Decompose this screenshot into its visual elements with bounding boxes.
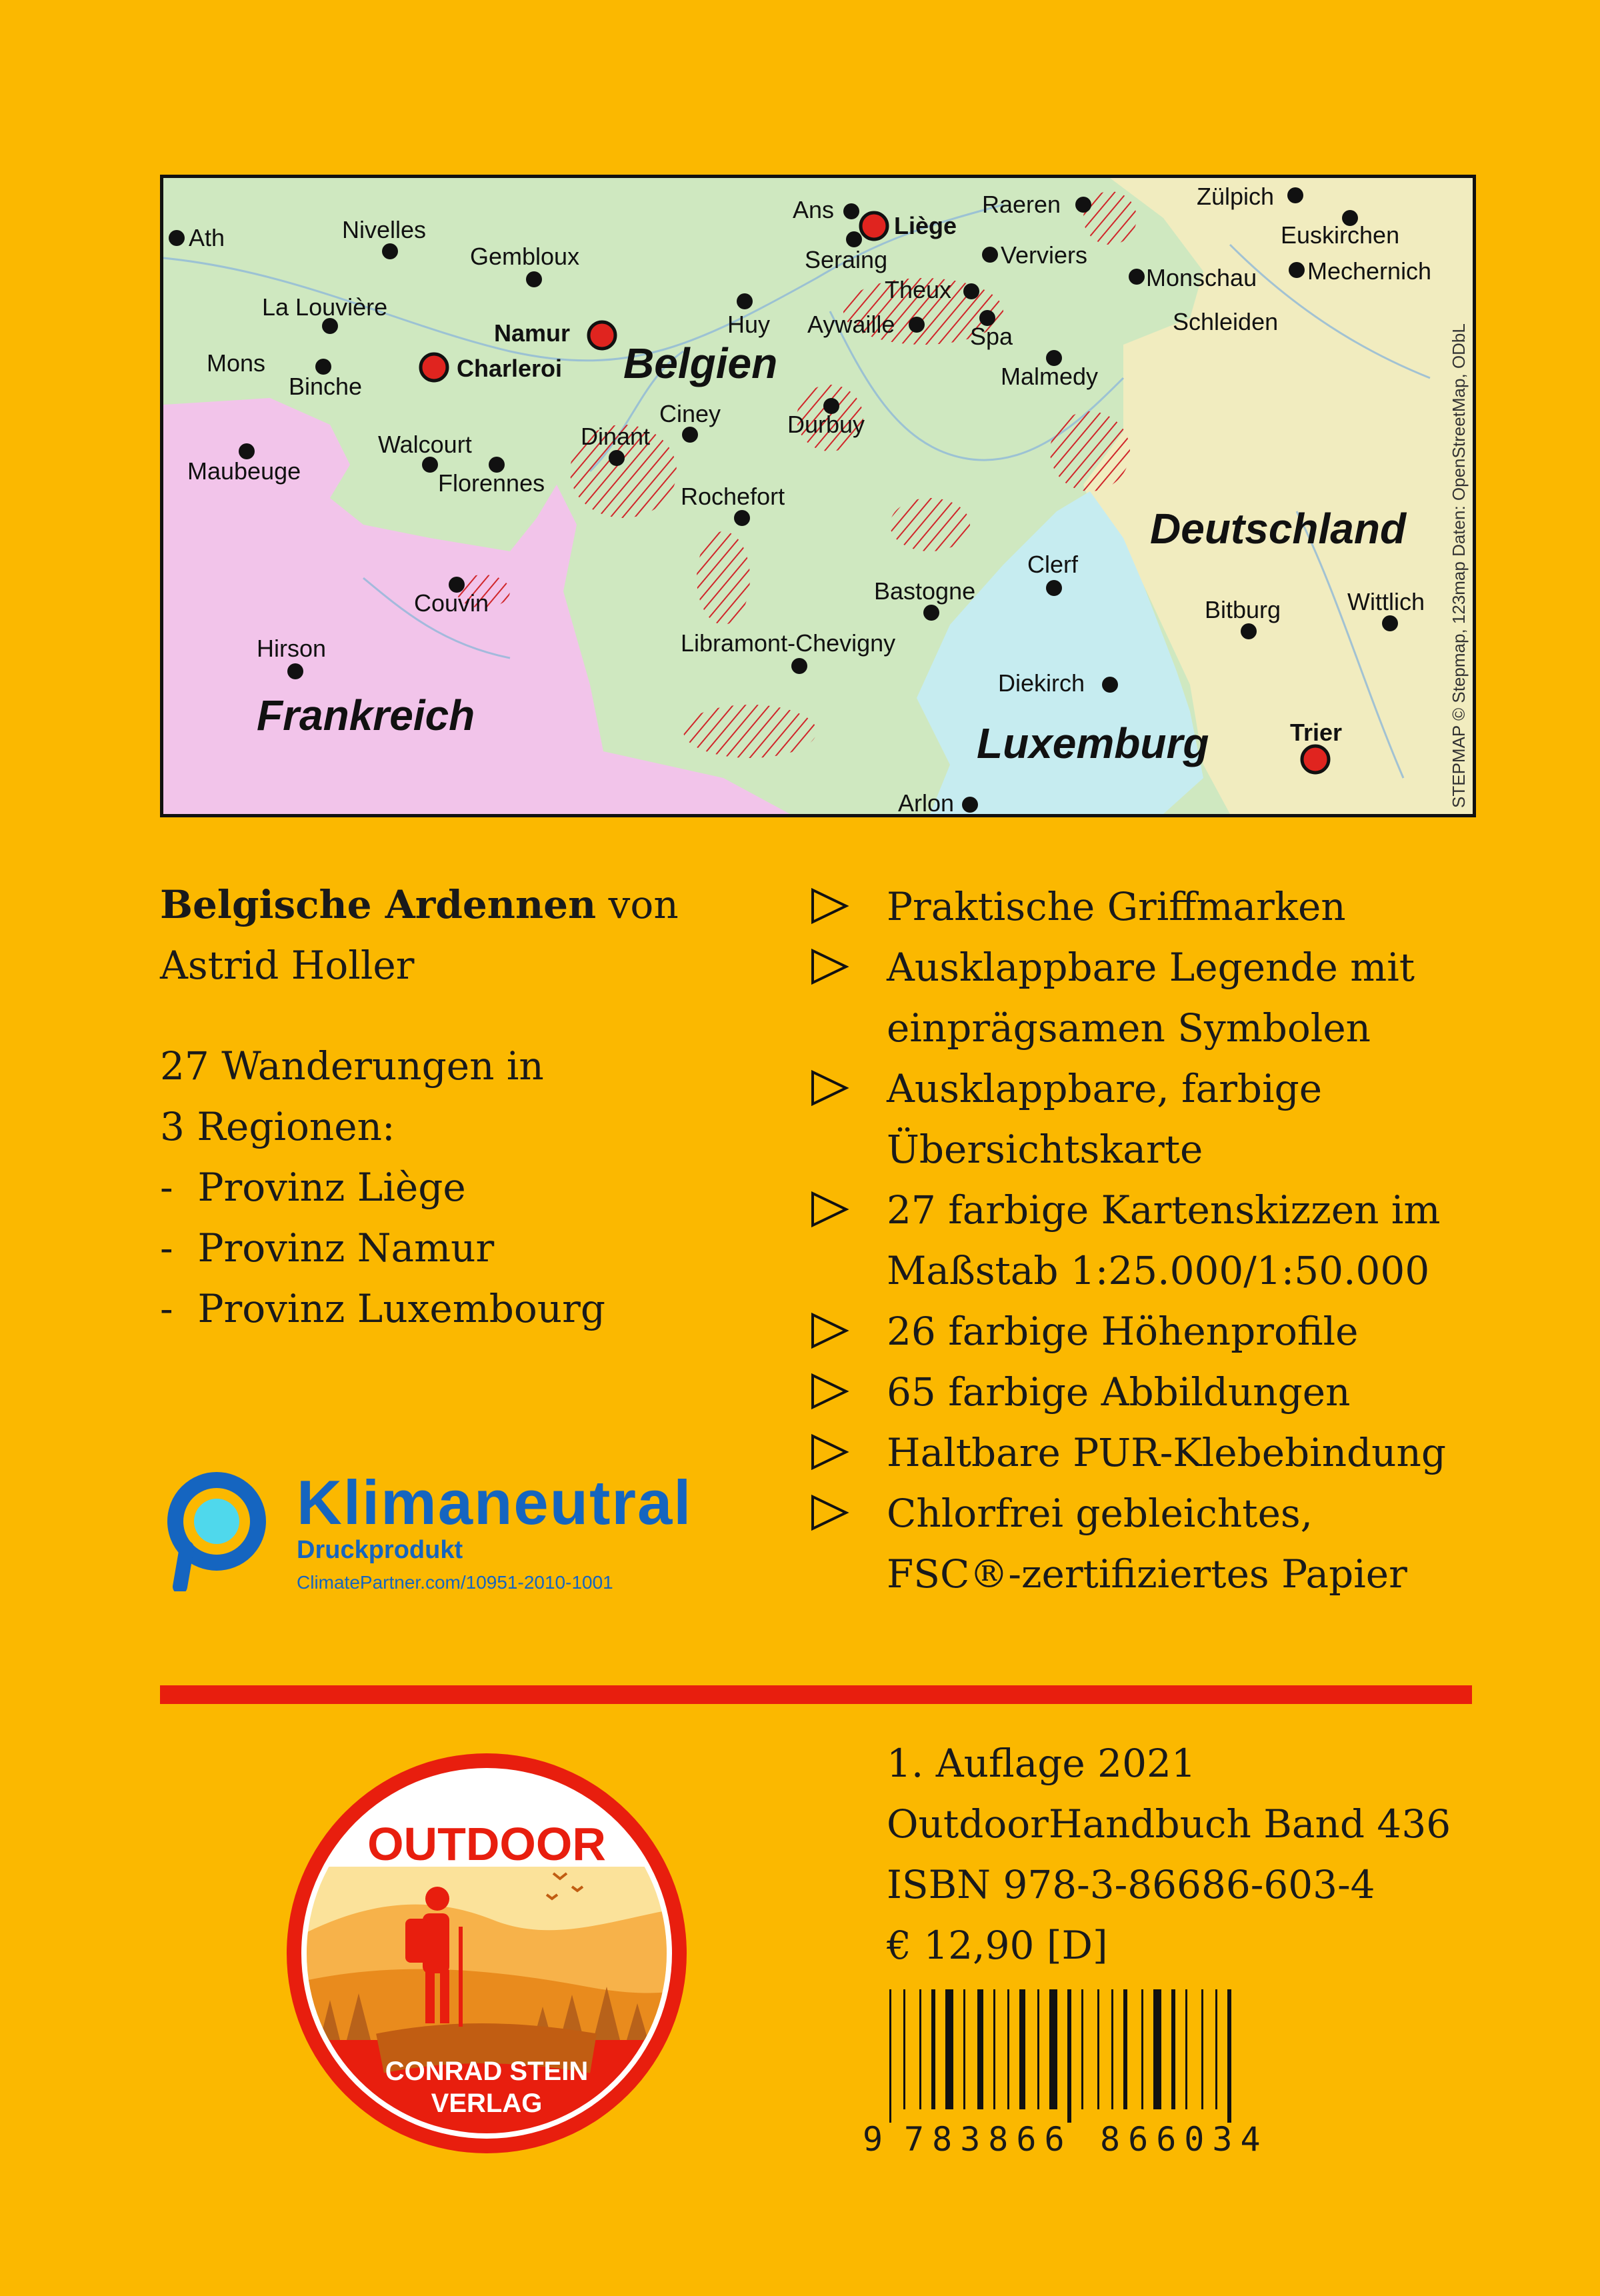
barcode-bar <box>1215 1989 1217 2109</box>
outdoor-badge <box>280 1747 693 2160</box>
isbn: ISBN 978-3-86686-603-4 <box>887 1862 1375 1907</box>
barcode-bar <box>963 1989 965 2109</box>
barcode-bar <box>1019 1989 1025 2109</box>
author-by: von <box>596 882 679 927</box>
isbn-barcode <box>863 1989 1303 2164</box>
city-label: Bitburg <box>1205 596 1281 623</box>
barcode-bar <box>1123 1989 1127 2109</box>
city-label: Arlon <box>898 789 955 814</box>
triangle-bullet-icon <box>810 886 850 926</box>
region-item: - Provinz Namur <box>160 1225 495 1271</box>
climate-title: Klimaneutral <box>297 1467 693 1537</box>
city-label: Malmedy <box>1001 363 1099 390</box>
city-label: Charleroi <box>457 355 563 382</box>
barcode-bar <box>1081 1989 1083 2109</box>
barcode-bar <box>1171 1989 1175 2109</box>
badge-top-text: OUTDOOR <box>367 1818 606 1870</box>
city-label: Schleiden <box>1173 308 1279 335</box>
climate-neutral-logo <box>160 1467 760 1600</box>
barcode-bar <box>977 1989 983 2109</box>
triangle-bullet-icon <box>810 1371 850 1411</box>
city-label: Huy <box>727 311 771 338</box>
badge-bottom-text: VERLAG <box>431 2089 543 2118</box>
climate-leaf-icon <box>160 1468 273 1591</box>
price: € 12,90 [D] <box>887 1923 1108 1968</box>
country-label-luxemburg: Luxemburg <box>977 719 1209 767</box>
barcode-bar <box>1037 1989 1039 2109</box>
region-item: - Provinz Luxembourg <box>160 1286 605 1331</box>
city-label: Raeren <box>982 191 1061 218</box>
city-label: Monschau <box>1146 264 1257 291</box>
barcode-bar <box>993 1989 995 2109</box>
city-label: Aywaille <box>807 311 895 338</box>
city-label: Binche <box>289 373 363 400</box>
city-label: Seraing <box>805 246 888 273</box>
barcode-digits-right: 866034 <box>1100 2120 1269 2159</box>
triangle-bullet-icon <box>810 947 850 987</box>
series: OutdoorHandbuch Band 436 <box>887 1801 1451 1847</box>
book-author: Astrid Holler <box>160 943 415 988</box>
barcode-bar <box>1049 1989 1057 2109</box>
city-label: Hirson <box>257 635 327 662</box>
publication-info <box>887 1733 1451 1976</box>
city-label: Theux <box>885 276 952 303</box>
city-label: Trier <box>1290 719 1343 746</box>
region-item: - Provinz Liège <box>160 1165 466 1210</box>
city-label: Spa <box>970 323 1013 350</box>
edition: 1. Auflage 2021 <box>887 1741 1196 1786</box>
city-label: Diekirch <box>998 669 1085 697</box>
climate-subtitle: Druckprodukt <box>297 1536 463 1564</box>
barcode-bar <box>903 1989 905 2109</box>
triangle-bullet-icon <box>810 1189 850 1229</box>
barcode-bars <box>889 1989 1296 2123</box>
city-label: Ath <box>189 224 225 251</box>
city-label: Mechernich <box>1307 257 1432 285</box>
city-label: Durbuy <box>787 411 865 438</box>
city-label: Couvin <box>414 589 489 617</box>
divider-bar <box>160 1685 1472 1704</box>
city-label: Wittlich <box>1347 588 1425 615</box>
city-label: Verviers <box>1001 241 1088 269</box>
city-label: Liège <box>894 212 957 239</box>
city-label: Florennes <box>438 469 545 497</box>
barcode-bar <box>1153 1989 1161 2109</box>
city-label: Clerf <box>1027 551 1079 578</box>
city-label: Euskirchen <box>1281 221 1400 249</box>
city-label: Walcourt <box>378 431 472 458</box>
city-label: Gembloux <box>470 243 580 270</box>
barcode-bar <box>919 1989 921 2109</box>
triangle-bullet-icon <box>810 1493 850 1533</box>
barcode-bar <box>1067 1989 1071 2123</box>
barcode-digit-first: 9 <box>863 2120 883 2159</box>
outdoor-badge-logo <box>280 1747 693 2160</box>
barcode-bar <box>889 1989 891 2123</box>
city-label: Dinant <box>581 423 651 450</box>
feature-list: Praktische Griffmarken Ausklappbare Legende mit einprägsamen Symbolen Ausklappbare, farbige Übersichtskarte 27 farbige Kartenskizzen im Maßstab 1:25.000/1:50.000 26 farbige Höhenprofile 65 farbige Abbildungen Haltbare PUR-Klebebindung Chlorfrei gebleichtes, FSC®-zertifiziertes Papier <box>0 877 1600 1610</box>
triangle-bullet-icon <box>810 1068 850 1108</box>
barcode-bar <box>1201 1989 1203 2109</box>
barcode-bar <box>1227 1989 1231 2123</box>
city-label: Namur <box>494 319 571 347</box>
climate-url: ClimatePartner.com/10951-2010-1001 <box>297 1572 613 1593</box>
country-label-deutschland: Deutschland <box>1150 505 1407 553</box>
regions-line: 3 Regionen: <box>160 1104 395 1149</box>
hikes-line: 27 Wanderungen in <box>160 1043 544 1089</box>
barcode-bar <box>945 1989 953 2109</box>
city-label: Zülpich <box>1197 183 1275 210</box>
city-label: La Louvière <box>262 293 388 321</box>
city-label: Rochefort <box>681 483 785 510</box>
country-label-frankreich: Frankreich <box>257 691 475 739</box>
barcode-bar <box>931 1989 935 2109</box>
barcode-bar <box>1141 1989 1143 2109</box>
city-label: Libramont-Chevigny <box>681 629 896 657</box>
badge-bottom-text: CONRAD STEIN <box>385 2057 589 2086</box>
map-credit: STEPMAP © Stepmap, 123map Daten: OpenStreetMap, ODbL <box>1449 323 1469 808</box>
triangle-bullet-icon <box>810 1311 850 1351</box>
country-label-belgien: Belgien <box>623 339 778 387</box>
barcode-bar <box>1097 1989 1099 2109</box>
city-label: Nivelles <box>342 216 427 243</box>
city-label: Bastogne <box>874 577 976 605</box>
barcode-bar <box>1111 1989 1113 2109</box>
map-svg <box>163 178 1473 814</box>
triangle-bullet-icon <box>810 1432 850 1472</box>
overview-map <box>160 175 1476 817</box>
city-label: Maubeuge <box>187 457 301 485</box>
city-label: Mons <box>207 349 266 377</box>
book-title: Belgische Ardennen <box>160 882 597 927</box>
city-label: Ans <box>793 196 835 223</box>
barcode-bar <box>1185 1989 1187 2109</box>
barcode-bar <box>1007 1989 1009 2109</box>
city-label: Ciney <box>659 400 721 427</box>
barcode-digits-left: 783866 <box>904 2120 1073 2159</box>
